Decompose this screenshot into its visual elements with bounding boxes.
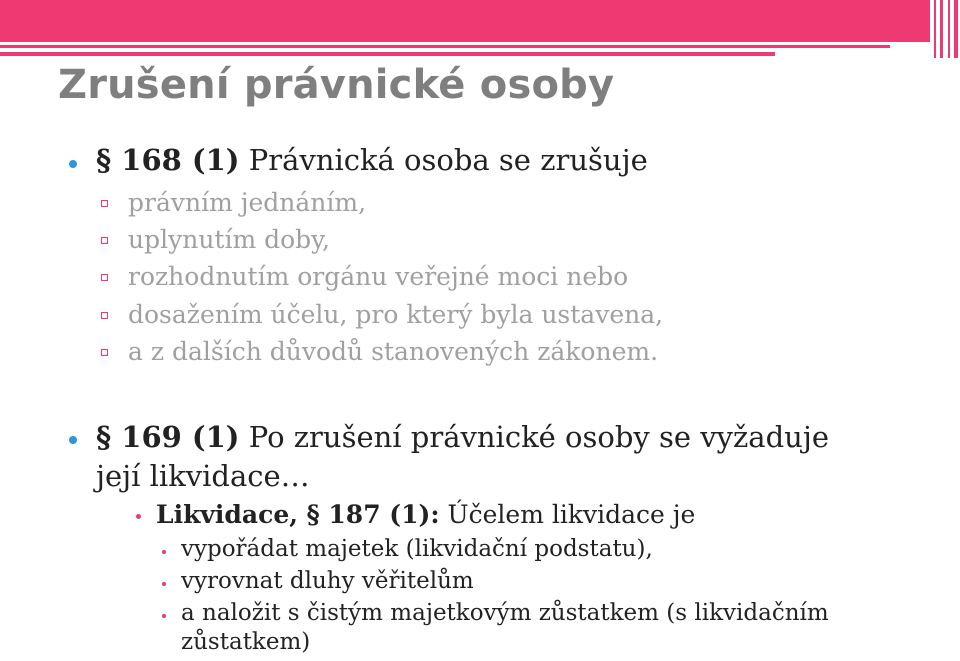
bullet-dot <box>69 160 77 168</box>
page-title: Zrušení právnické osoby <box>58 62 615 108</box>
sub-sub-bullet-dot <box>162 582 166 586</box>
square-bullet <box>101 200 108 207</box>
square-bullet <box>101 237 108 244</box>
sub-sub-item: vyrovnat dluhy věřitelům <box>181 568 474 594</box>
bullet-text-continuation: její likvidace… <box>96 459 310 493</box>
sub-bullet-dot <box>136 514 141 519</box>
sub-bullet-text: Účelem likvidace je <box>439 500 696 529</box>
sub-sub-bullet-dot <box>162 614 166 618</box>
sub-item: právním jednáním, <box>128 188 367 217</box>
sub-sub-item: a naložit s čistým majetkovým zůstatkem (s likvidačním <box>181 600 829 626</box>
bullet-text: Po zrušení právnické osoby se vyžaduje <box>239 420 829 454</box>
sub-item: rozhodnutím orgánu veřejné moci nebo <box>128 262 629 291</box>
header-decoration <box>0 0 960 58</box>
section-ref: § 168 (1) <box>96 143 240 177</box>
bullet-text: Právnická osoba se zrušuje <box>239 143 648 177</box>
bullet-dot <box>69 436 77 444</box>
square-bullet <box>101 312 108 319</box>
section-ref: Likvidace, § 187 (1): <box>156 500 440 529</box>
sub-item: uplynutím doby, <box>128 225 330 254</box>
section-ref: § 169 (1) <box>96 420 240 454</box>
square-bullet <box>101 274 108 281</box>
sub-item: dosažením účelu, pro který byla ustavena, <box>128 300 664 329</box>
sub-sub-item: vypořádat majetek (likvidační podstatu), <box>181 536 653 562</box>
square-bullet <box>101 349 108 356</box>
sub-sub-bullet-dot <box>162 550 166 554</box>
sub-item: a z dalších důvodů stanovených zákonem. <box>128 337 659 366</box>
sub-sub-item-continuation: zůstatkem) <box>181 629 311 655</box>
